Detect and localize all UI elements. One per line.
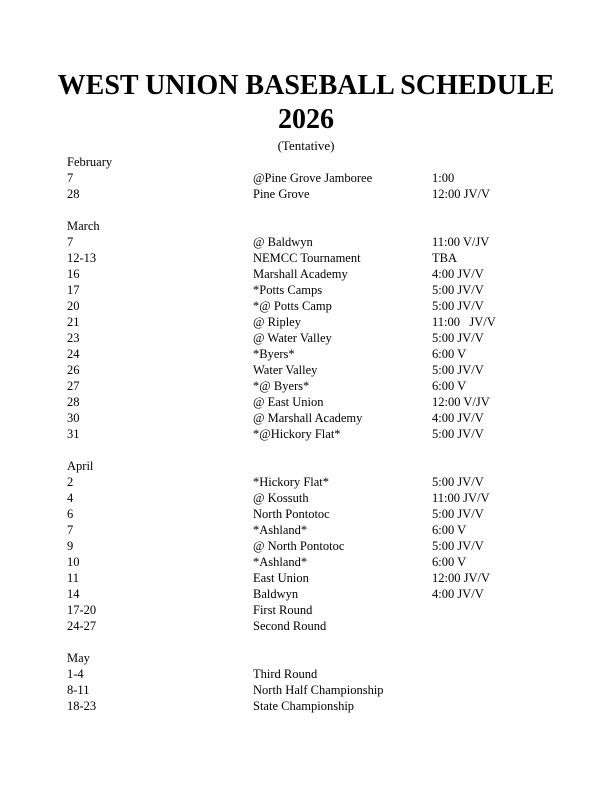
schedule-row (67, 474, 592, 490)
opponent-cell: *Ashland* (253, 523, 308, 537)
opponent-cell: @ Water Valley (253, 331, 332, 345)
time-cell: 5:00 JV/V (432, 539, 484, 553)
time-cell: 11:00 V/JV (432, 235, 490, 249)
schedule-row (67, 506, 592, 522)
date-cell: 24-27 (67, 619, 97, 633)
time-cell: 5:00 JV/V (432, 299, 484, 313)
time-cell: 4:00 JV/V (432, 267, 484, 281)
time-cell (432, 698, 592, 714)
schedule-row (67, 602, 592, 618)
date-cell: 20 (67, 299, 80, 313)
month-section (67, 650, 592, 714)
time-cell (432, 602, 592, 618)
month-header: February (67, 155, 113, 169)
date-cell: 28 (67, 395, 80, 409)
schedule-row (67, 362, 592, 378)
time-cell: 12:00 V/JV (432, 395, 490, 409)
date-cell: 7 (67, 235, 74, 249)
opponent-cell: @ Kossuth (253, 491, 309, 505)
schedule-row (67, 410, 592, 426)
opponent-cell: First Round (253, 603, 313, 617)
opponent-cell: *@ Byers* (253, 379, 310, 393)
time-cell: 5:00 JV/V (432, 363, 484, 377)
opponent-cell: @ North Pontotoc (253, 539, 345, 553)
schedule-row (67, 586, 592, 602)
schedule-row (67, 538, 592, 554)
opponent-cell: Marshall Academy (253, 267, 348, 281)
date-cell: 17-20 (67, 603, 97, 617)
date-cell: 30 (67, 411, 80, 425)
time-cell: 5:00 JV/V (432, 331, 484, 345)
time-cell (432, 682, 592, 698)
date-cell: 2 (67, 475, 74, 489)
schedule-row (67, 250, 592, 266)
page-title: WEST UNION BASEBALL SCHEDULE (57, 70, 555, 101)
opponent-cell: Second Round (253, 619, 327, 633)
date-cell: 7 (67, 171, 74, 185)
time-cell: 12:00 JV/V (432, 187, 490, 201)
schedule-row (67, 666, 592, 682)
time-cell: 12:00 JV/V (432, 571, 490, 585)
date-cell: 28 (67, 187, 80, 201)
date-cell: 9 (67, 539, 74, 553)
opponent-cell: NEMCC Tournament (253, 251, 361, 265)
schedule-row (67, 570, 592, 586)
date-cell: 8-11 (67, 683, 90, 697)
date-cell: 16 (67, 267, 80, 281)
month-section (67, 218, 592, 442)
title-block (0, 0, 612, 154)
date-cell: 26 (67, 363, 80, 377)
time-cell: 1:00 (432, 171, 455, 185)
opponent-cell: *Byers* (253, 347, 295, 361)
opponent-cell: *Potts Camps (253, 283, 323, 297)
time-cell: 6:00 V (432, 347, 467, 361)
schedule-row (67, 522, 592, 538)
schedule-row (67, 266, 592, 282)
opponent-cell: *Ashland* (253, 555, 308, 569)
opponent-cell: @Pine Grove Jamboree (253, 171, 373, 185)
schedule-row (67, 234, 592, 250)
time-cell: 6:00 V (432, 379, 467, 393)
date-cell: 21 (67, 315, 80, 329)
opponent-cell: Water Valley (253, 363, 318, 377)
month-header: April (67, 459, 94, 473)
schedule-row (67, 698, 592, 714)
opponent-cell: @ East Union (253, 395, 324, 409)
opponent-cell: North Half Championship (253, 683, 384, 697)
date-cell: 6 (67, 507, 74, 521)
schedule-row (67, 490, 592, 506)
month-section (67, 458, 592, 634)
schedule-row (67, 330, 592, 346)
month-section (67, 154, 592, 202)
schedule-row (67, 186, 592, 202)
time-cell: TBA (432, 251, 457, 265)
opponent-cell: @ Ripley (253, 315, 301, 329)
time-cell: 5:00 JV/V (432, 427, 484, 441)
time-cell (432, 618, 592, 634)
month-header: May (67, 651, 90, 665)
date-cell: 31 (67, 427, 80, 441)
date-cell: 11 (67, 571, 80, 585)
time-cell: 5:00 JV/V (432, 475, 484, 489)
opponent-cell: Pine Grove (253, 187, 310, 201)
opponent-cell: *@Hickory Flat* (253, 427, 341, 441)
date-cell: 7 (67, 523, 74, 537)
opponent-cell: North Pontotoc (253, 507, 330, 521)
schedule-row (67, 426, 592, 442)
date-cell: 4 (67, 491, 74, 505)
opponent-cell: @ Marshall Academy (253, 411, 363, 425)
time-cell: 5:00 JV/V (432, 283, 484, 297)
date-cell: 24 (67, 347, 80, 361)
schedule-row (67, 346, 592, 362)
opponent-cell: Third Round (253, 667, 318, 681)
date-cell: 10 (67, 555, 80, 569)
date-cell: 27 (67, 379, 80, 393)
time-cell (432, 666, 592, 682)
schedule-row (67, 618, 592, 634)
page-title-year: 2026 (278, 104, 334, 135)
schedule-row (67, 682, 592, 698)
schedule-row (67, 394, 592, 410)
date-cell: 14 (67, 587, 80, 601)
schedule (0, 154, 612, 714)
time-cell: 6:00 V (432, 555, 467, 569)
schedule-row (67, 282, 592, 298)
opponent-cell: State Championship (253, 699, 355, 713)
date-cell: 17 (67, 283, 80, 297)
schedule-row (67, 378, 592, 394)
date-cell: 18-23 (67, 699, 97, 713)
opponent-cell: @ Baldwyn (253, 235, 313, 249)
date-cell: 12-13 (67, 251, 97, 265)
time-cell: 6:00 V (432, 523, 467, 537)
schedule-row (67, 170, 592, 186)
schedule-row (67, 554, 592, 570)
opponent-cell: *@ Potts Camp (253, 299, 332, 313)
schedule-row (67, 314, 592, 330)
time-cell: 11:00 JV/V (432, 491, 490, 505)
date-cell: 23 (67, 331, 80, 345)
month-header: March (67, 219, 100, 233)
schedule-row (67, 298, 592, 314)
opponent-cell: East Union (253, 571, 309, 585)
time-cell: 4:00 JV/V (432, 411, 484, 425)
opponent-cell: Baldwyn (253, 587, 299, 601)
time-cell: 5:00 JV/V (432, 507, 484, 521)
time-cell: 11:00 JV/V (432, 315, 496, 329)
time-cell: 4:00 JV/V (432, 587, 484, 601)
tentative-note: (Tentative) (277, 138, 335, 153)
date-cell: 1-4 (67, 667, 84, 681)
opponent-cell: *Hickory Flat* (253, 475, 330, 489)
